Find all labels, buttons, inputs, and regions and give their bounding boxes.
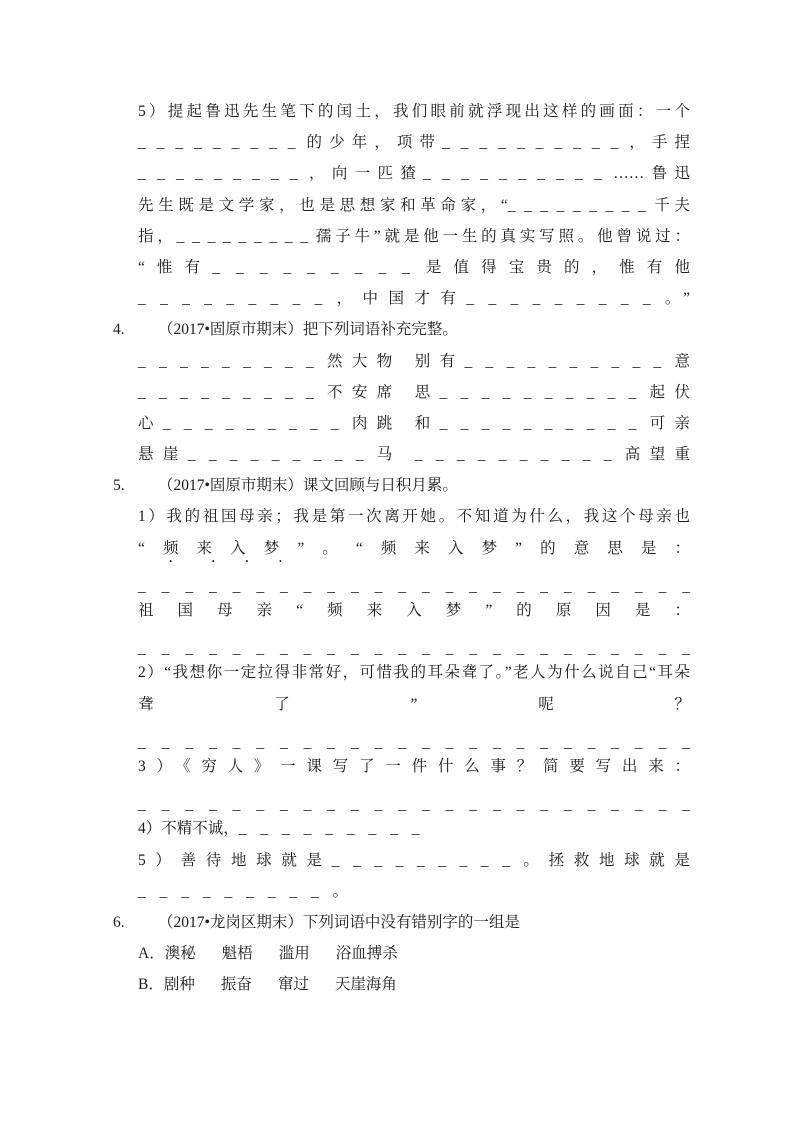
- option-word: 振奋: [220, 976, 252, 994]
- option-word: 澳秘: [164, 945, 196, 963]
- option-word: 窜过: [277, 976, 309, 994]
- option-label: A．: [138, 945, 165, 963]
- answer-blank-line: _ _ _ _ _ _ _ _ _ _ _ _ _ _ _ _ _ _ _ _ _ _ _ _: [138, 796, 690, 814]
- document-page: [113, 96, 690, 1000]
- q3-sub5-line-5: 指，_ _ _ _ _ _ _ _ _ 孺子牛”就是他一生的真实写照。他曾说过：: [138, 227, 690, 245]
- question-number: 5.: [113, 477, 125, 495]
- option-row-b: [138, 969, 690, 1000]
- q5-item5-line-1: 5）善待地球就是_ _ _ _ _ _ _ _ _ 。拯救地球就是: [138, 851, 690, 869]
- question-4-header: [113, 314, 690, 345]
- q3-sub5-line-1: 5）提起鲁迅先生笔下的闰土，我们眼前就浮现出这样的画面：一个: [138, 103, 690, 120]
- answer-blank-line: _ _ _ _ _ _ _ _ _ _ _ _ _ _ _ _ _ _ _ _ _ _ _ _: [138, 733, 690, 751]
- open-quote: “: [138, 539, 145, 557]
- q5-item1-line-1: 1）我的祖国母亲；我是第一次离开她。不知道为什么，我这个母亲也: [138, 508, 690, 526]
- q3-sub5-line-7: _ _ _ _ _ _ _ _ _ ，中国才有_ _ _ _ _ _ _ _ _ 。”: [138, 290, 690, 308]
- answer-blank-line: _ _ _ _ _ _ _ _ _ _ _ _ _ _ _ _ _ _ _ _ _ _ _ _: [138, 577, 690, 595]
- q5-item1-line-3: 祖国母亲“频来入梦”的原因是：: [138, 602, 690, 619]
- q3-sub5-line-6: “惟有_ _ _ _ _ _ _ _ _ 是值得宝贵的，惟有他: [138, 258, 690, 276]
- option-word: 滥用: [278, 945, 310, 963]
- word-completion-line-1: _ _ _ _ _ _ _ _ _ 然大物 别有_ _ _ _ _ _ _ _ _ _ 意: [138, 352, 690, 370]
- word-completion-line-3: 心_ _ _ _ _ _ _ _ _ 肉跳 和_ _ _ _ _ _ _ _ _ _ 可亲: [138, 414, 690, 432]
- q3-sub5-line-2: _ _ _ _ _ _ _ _ _ 的少年，项带_ _ _ _ _ _ _ _ _ _ ，手捏: [138, 134, 690, 152]
- q3-sub5-line-4: 先生既是文学家，也是思想家和革命家，“_ _ _ _ _ _ _ _ _ 千夫: [138, 196, 690, 214]
- q5-item1-line-2-rest: ”。“频来入梦”的意思是：: [297, 539, 690, 557]
- q3-sub5-line-3: _ _ _ _ _ _ _ _ _ ，向一匹猹_ _ _ _ _ _ _ _ _ _ ……鲁迅: [138, 165, 690, 183]
- question-title: （2017•固原市期末）把下列词语补充完整。: [158, 321, 458, 339]
- option-word: 天崖海角: [334, 976, 397, 994]
- question-title: （2017•龙岗区期末）下列词语中没有错别字的一组是: [158, 913, 520, 931]
- option-word: 剧种: [163, 976, 195, 994]
- q5-item5-line-2: _ _ _ _ _ _ _ _ _ 。: [138, 882, 349, 900]
- question-title: （2017•固原市期末）课文回顾与日积月累。: [158, 477, 458, 495]
- option-label: B．: [138, 976, 164, 994]
- question-number: 4.: [113, 321, 125, 339]
- word-completion-line-2: _ _ _ _ _ _ _ _ _ 不安席 思_ _ _ _ _ _ _ _ _ _ 起伏: [138, 383, 690, 401]
- answer-blank-line: _ _ _ _ _ _ _ _ _ _ _ _ _ _ _ _ _ _ _ _ _ _ _ _: [138, 640, 690, 658]
- question-number: 6.: [113, 913, 125, 931]
- question-5-header: [113, 470, 690, 501]
- option-word: 浴血搏杀: [335, 945, 398, 963]
- q5-item2-line-2: 聋了”呢？: [138, 695, 690, 713]
- q5-item3-line: 3）《穷人》一课写了一件什么事？简要写出来：: [138, 757, 690, 775]
- q5-item4-line: 4）不精不诚，_ _ _ _ _ _ _ _ _: [138, 820, 420, 838]
- emphasized-phrase: 频来入梦: [144, 539, 298, 557]
- word-completion-line-4: 悬崖_ _ _ _ _ _ _ _ _ 马 _ _ _ _ _ _ _ _ _ _ 高望重: [138, 446, 690, 464]
- option-row-a: [138, 938, 690, 969]
- q5-item2-line-1: 2）“我想你一定拉得非常好，可惜我的耳朵聋了。”老人为什么说自己“耳朵: [138, 664, 690, 682]
- q5-item1-line-2: [138, 533, 690, 564]
- option-word: 魁梧: [221, 945, 253, 963]
- question-6-header: [113, 907, 690, 938]
